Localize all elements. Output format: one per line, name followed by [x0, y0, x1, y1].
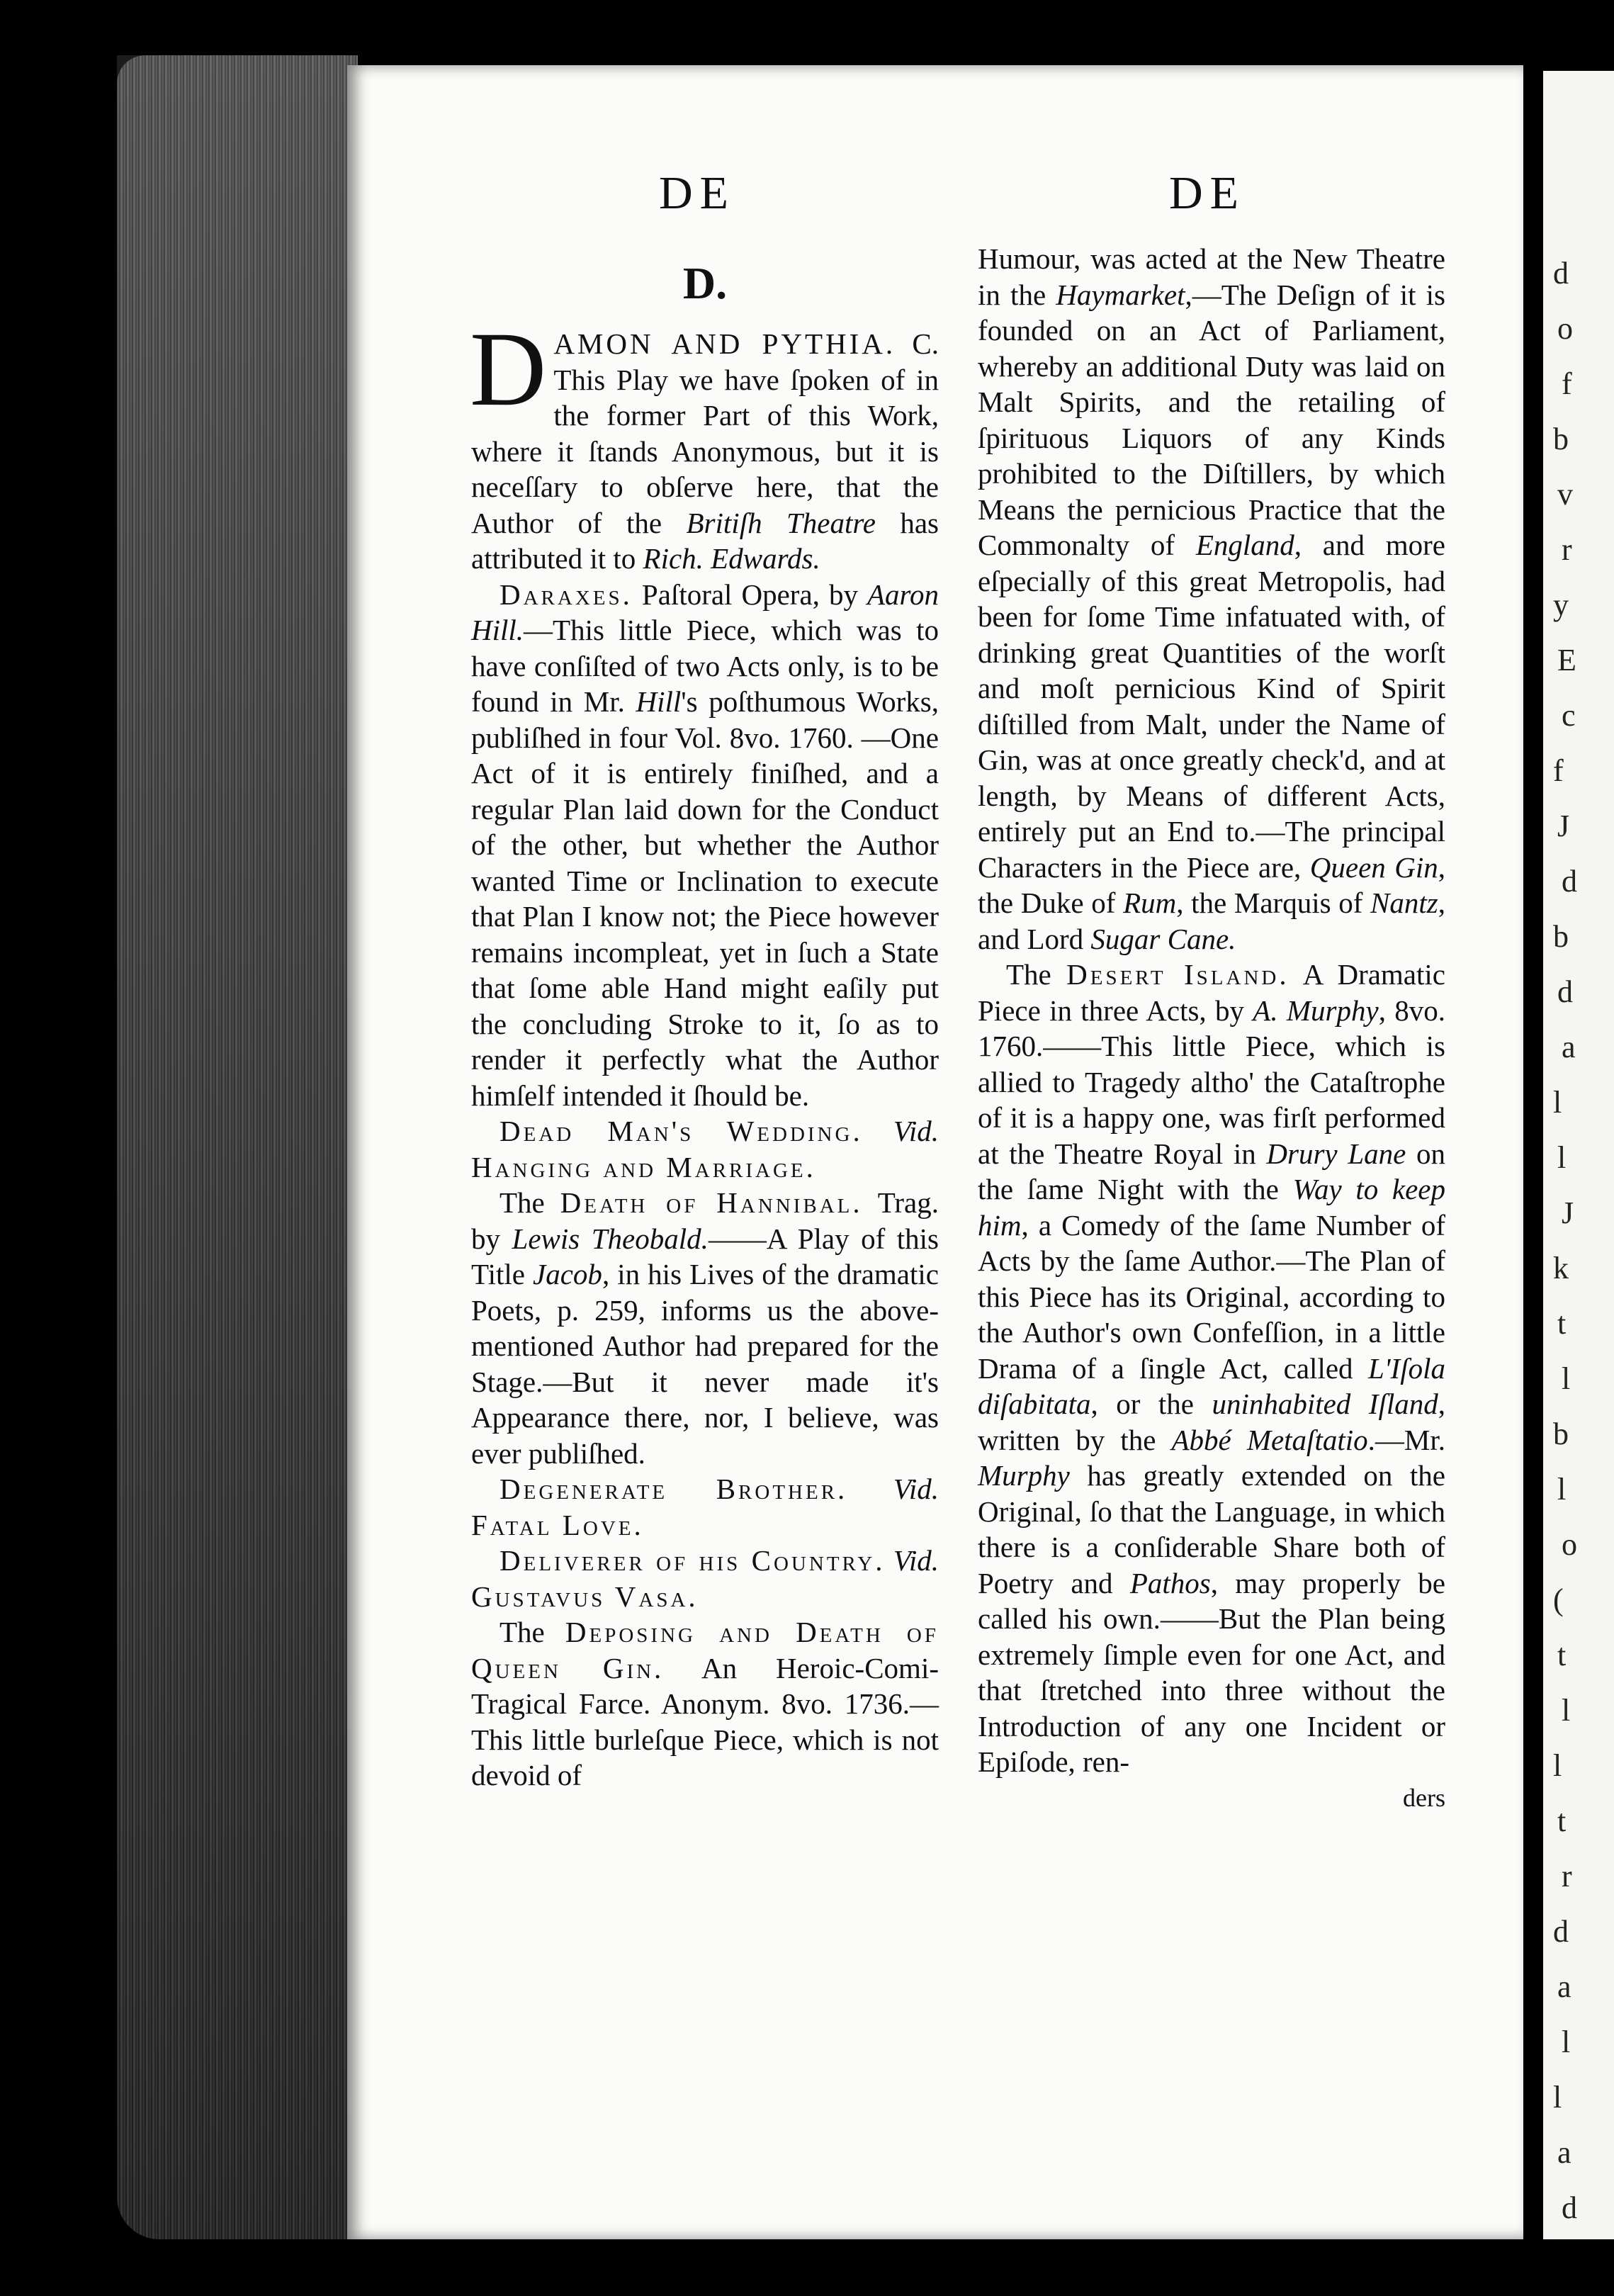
facing-page-char: d — [1562, 864, 1577, 899]
facing-page-char: a — [1557, 2135, 1571, 2170]
facing-page-char: o — [1562, 1527, 1577, 1562]
facing-page-char: d — [1553, 256, 1569, 291]
facing-page-char: a — [1562, 1030, 1576, 1064]
facing-page-char: c — [1562, 698, 1576, 733]
entry-title: Desert Island. — [1066, 958, 1289, 991]
running-head-right: DE — [1169, 167, 1246, 219]
facing-page-char: v — [1557, 477, 1573, 512]
entry-title: Deliverer of his Country. — [500, 1544, 886, 1577]
facing-page-char: J — [1562, 1195, 1574, 1230]
facing-page-char: f — [1562, 366, 1572, 401]
facing-page-char: l — [1557, 1472, 1567, 1507]
facing-page-char: t — [1557, 1638, 1567, 1672]
facing-page-char: l — [1562, 1693, 1571, 1728]
entry-title: Degenerate Brother. — [500, 1473, 848, 1505]
entry-title: Dead Man's Wedding. — [500, 1115, 863, 1147]
facing-page-char: l — [1562, 2025, 1571, 2059]
facing-page-char: l — [1553, 1085, 1562, 1120]
entry-death-of-hannibal: The Death of Hannibal. Trag. by Lewis Theobald.——A Play of this Title Jacob, in his Lives of the dramatic Poets, p. 259, informs us the above-mentioned Author had prepared for the Stage.—But it never made it's Appearance there, nor, I believe, was ever publiſhed. — [471, 1186, 939, 1470]
entry-queen-gin-continued: Humour, was acted at the New Theatre in the Haymarket,—The Deſign of it is founded on an Act of Parliament, whereby an additional Duty was laid on Malt Spirits, and the retailing of ſpirituous Liquors of any Kinds prohibited to the Diſtillers, by which Means the pernicious Practice that the Commonalty of England, and more eſpecially of this great Metropolis, had been for ſome Time infatuated with, of drinking great Quantities of the worſt and moſt pernicious Kind of Spirit diſtilled from Malt, under the Name of Gin, was at once greatly check'd, and at length, by Means of different Acts, entirely put an End to.—The principal Characters in the Piece are, Queen Gin, the Duke of Rum, the Marquis of Nantz, and Lord Sugar Cane. — [978, 242, 1445, 955]
facing-page-char: a — [1557, 1969, 1571, 2004]
catchword: ders — [1403, 1783, 1445, 1812]
facing-page-char: l — [1562, 1361, 1571, 1396]
facing-page-char: r — [1562, 1859, 1572, 1893]
entry-desert-island: The Desert Island. A Dramatic Piece in three Acts, by A. Murphy, 8vo. 1760.——This little Piece, which is allied to Tragedy altho' the Cataſtrophe of it is a happy one, was firſt performed at the Theatre Royal in Drury Lane on the ſame Night with the Way to keep him, a Comedy of the ſame Number of Acts by the ſame Author.—The Plan of this Piece has its Original, according to the Author's own Confeſſion, in a little Drama of a ſingle Act, called L'Iſola diſabitata, or the uninhabited Iſland, written by the Abbé Metaſtatio.—Mr. Murphy has greatly extended on the Original, ſo that the Language, in which there is a conſiderable Share both of Poetry and Pathos, may properly be called his own.——But the Plan being extremely ſimple even for one Act, and that ſtretched into three without the Introduction of any one Incident or Epiſode, ren- — [978, 958, 1446, 1778]
facing-page-char: k — [1553, 1251, 1569, 1285]
entry-title: AMON AND PYTHIA. — [553, 327, 896, 360]
entry-deliverer-of-his-country: Deliverer of his Country. Vid. Gustavus Vasa. — [471, 1544, 939, 1613]
entry-title: Daraxes. — [500, 578, 633, 611]
facing-page-edge — [1536, 71, 1614, 2239]
book-page-edges — [117, 55, 358, 2239]
facing-page-char: t — [1557, 1803, 1567, 1838]
facing-page-char: l — [1553, 1748, 1562, 1783]
entry-deposing-of-queen-gin: The Deposing and Death of Queen Gin. An Heroic-Comi-Tragical Farce. Anonym. 8vo. 1736.—This little burleſque Piece, which is not devoid of — [471, 1616, 939, 1791]
facing-page-char: b — [1553, 422, 1569, 456]
facing-page-char: d — [1557, 974, 1573, 1009]
facing-page-char: f — [1553, 753, 1564, 788]
facing-page-char: l — [1553, 2080, 1562, 2115]
facing-page-char: r — [1562, 532, 1572, 567]
entry-degenerate-brother: Degenerate Brother. Vid. Fatal Love. — [471, 1473, 939, 1541]
facing-page-char: t — [1557, 1306, 1567, 1341]
entry-title: Deposing and Death of Queen Gin. — [471, 1616, 939, 1684]
facing-page-char: J — [1557, 809, 1570, 843]
facing-page-char: d — [1553, 1914, 1569, 1949]
entry-title: Death of Hannibal. — [560, 1186, 863, 1219]
facing-page-char: y — [1553, 587, 1569, 622]
section-letter: D. — [682, 258, 728, 308]
right-column — [978, 241, 1445, 1813]
left-column — [471, 234, 939, 1794]
entry-dead-mans-wedding: Dead Man's Wedding. Vid. Hanging and Marriage. — [471, 1115, 939, 1183]
entry-damon-and-pythia: DAMON AND PYTHIA. C. This Play we have ſpoken of in the former Part of this Work, where it ſtands Anonymous, but it is neceſſary to obſerve here, that the Author of the Britiſh Theatre has attributed it to Rich. Edwards. — [470, 310, 939, 575]
drop-cap: D — [470, 310, 547, 428]
entry-daraxes: Daraxes. Paſtoral Opera, by Aaron Hill.—This little Piece, which was to have conſiſted of two Acts only, is to be found in Mr. Hill's poſthumous Works, publiſhed in four Vol. 8vo. 1760. —One Act of it is entirely finiſhed, and a regular Plan laid down for the Conduct of the other, but whether the Author wanted Time or Inclination to execute that Plan I know not; the Piece however remains incompleat, yet in ſuch a State that ſome able Hand might eaſily put the concluding Stroke to it, ſo as to render it perfectly what the Author himſelf intended it ſhould be. — [471, 578, 939, 1112]
facing-page-char: E — [1557, 643, 1576, 677]
facing-page-char: l — [1557, 1140, 1567, 1175]
facing-page-char: b — [1553, 1417, 1569, 1451]
facing-page-char: o — [1557, 311, 1573, 346]
facing-page-char: ( — [1553, 1582, 1564, 1617]
facing-page-char: d — [1562, 2190, 1577, 2225]
running-head-left: DE — [659, 167, 735, 219]
facing-page-char: b — [1553, 919, 1569, 954]
